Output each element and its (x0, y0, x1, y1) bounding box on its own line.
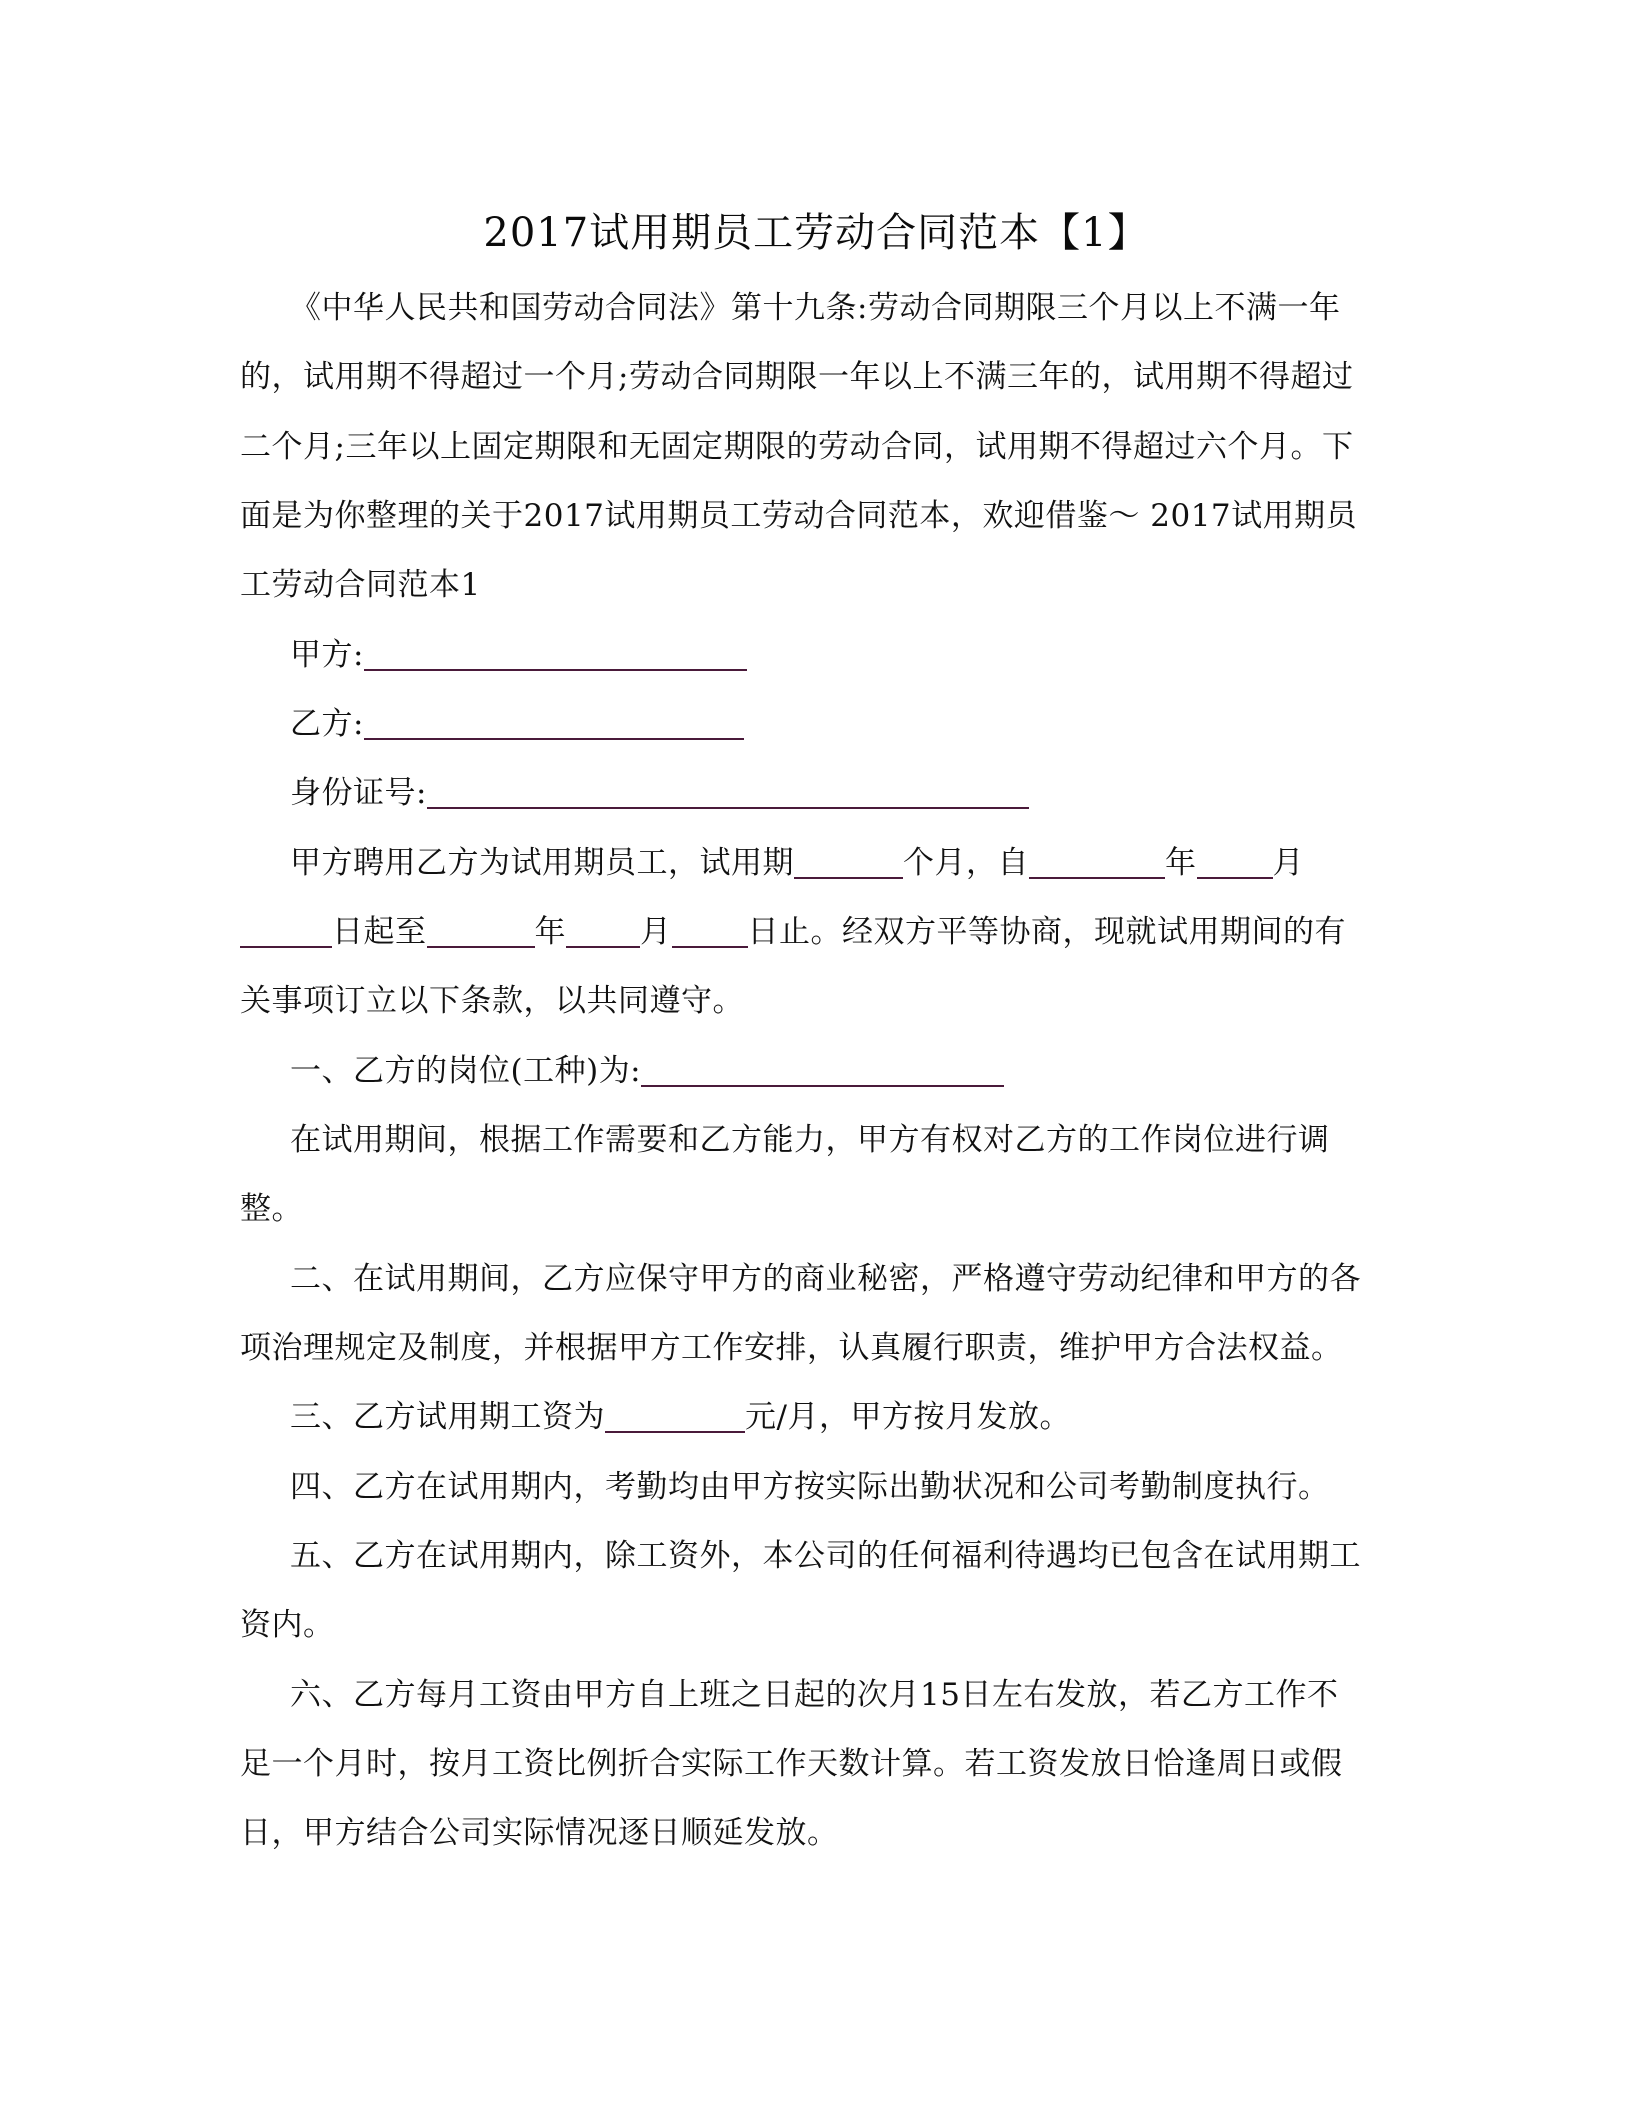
end-month-blank[interactable] (566, 916, 640, 948)
clause-3-text: 三、乙方试用期工资为 (290, 1399, 605, 1435)
start-year-blank[interactable] (1029, 847, 1165, 879)
term-text: 个月，自 (903, 845, 1029, 881)
term-text: 月 (640, 914, 672, 950)
term-text: 日止。经双方平等协商，现就试用期间的有 (747, 914, 1346, 950)
wage-blank[interactable] (605, 1401, 745, 1433)
post-blank[interactable] (641, 1055, 1004, 1087)
party-a-label: 甲方: (290, 637, 364, 673)
intro-line-1: 《中华人民共和国劳动合同法》第十九条:劳动合同期限三个月以上不满一年 (290, 290, 1341, 326)
term-text: 甲方聘用乙方为试用期员工，试用期 (290, 845, 794, 881)
party-b-row (290, 702, 744, 746)
clause-1-label: 一、乙方的岗位(工种)为: (290, 1053, 642, 1089)
clause-1-row (290, 1049, 1004, 1093)
intro-line-4: 面是为你整理的关于2017试用期员工劳动合同范本，欢迎借鉴～ 2017试用期员 (240, 498, 1358, 534)
probation-months-blank[interactable] (794, 847, 903, 879)
document-title: 2017试用期员工劳动合同范本【1】 (483, 210, 1149, 256)
term-line-1 (290, 841, 1304, 885)
term-text: 年 (534, 914, 566, 950)
term-text: 日起至 (332, 914, 427, 950)
end-day-blank[interactable] (672, 916, 748, 948)
clause-2-line-1: 二、在试用期间，乙方应保守甲方的商业秘密，严格遵守劳动纪律和甲方的各 (290, 1261, 1361, 1297)
clause-5-line-1: 五、乙方在试用期内，除工资外，本公司的任何福利待遇均已包含在试用期工 (290, 1538, 1361, 1574)
id-number-label: 身份证号: (290, 775, 427, 811)
clause-6-line-3: 日，甲方结合公司实际情况逐日顺延发放。 (240, 1815, 839, 1851)
end-year-blank[interactable] (427, 916, 535, 948)
clause-4-line: 四、乙方在试用期内，考勤均由甲方按实际出勤状况和公司考勤制度执行。 (290, 1469, 1330, 1505)
term-text: 月 (1272, 845, 1304, 881)
intro-line-2: 的，试用期不得超过一个月;劳动合同期限一年以上不满三年的，试用期不得超过 (240, 359, 1354, 395)
clause-1-detail-line-1: 在试用期间，根据工作需要和乙方能力，甲方有权对乙方的工作岗位进行调 (290, 1122, 1330, 1158)
term-line-2 (240, 910, 1346, 954)
party-b-label: 乙方: (290, 706, 364, 742)
party-b-blank[interactable] (364, 708, 744, 740)
intro-line-5: 工劳动合同范本1 (240, 567, 481, 603)
clause-1-detail-line-2: 整。 (240, 1191, 303, 1227)
intro-line-3: 二个月;三年以上固定期限和无固定期限的劳动合同，试用期不得超过六个月。下 (240, 429, 1354, 465)
clause-3-row (290, 1395, 1071, 1439)
party-a-row (290, 633, 747, 677)
id-number-blank[interactable] (427, 777, 1029, 809)
start-month-blank[interactable] (1197, 847, 1273, 879)
party-a-blank[interactable] (364, 639, 747, 671)
clause-2-line-2: 项治理规定及制度，并根据甲方工作安排，认真履行职责，维护甲方合法权益。 (240, 1330, 1343, 1366)
id-number-row (290, 771, 1029, 815)
term-text: 年 (1165, 845, 1197, 881)
clause-6-line-1: 六、乙方每月工资由甲方自上班之日起的次月15日左右发放，若乙方工作不 (290, 1677, 1339, 1713)
clause-6-line-2: 足一个月时，按月工资比例折合实际工作天数计算。若工资发放日恰逢周日或假 (240, 1746, 1343, 1782)
clause-5-line-2: 资内。 (240, 1607, 335, 1643)
clause-3-text: 元/月，甲方按月发放。 (745, 1399, 1071, 1435)
start-day-blank[interactable] (240, 916, 332, 948)
term-line-3: 关事项订立以下条款，以共同遵守。 (240, 983, 744, 1019)
